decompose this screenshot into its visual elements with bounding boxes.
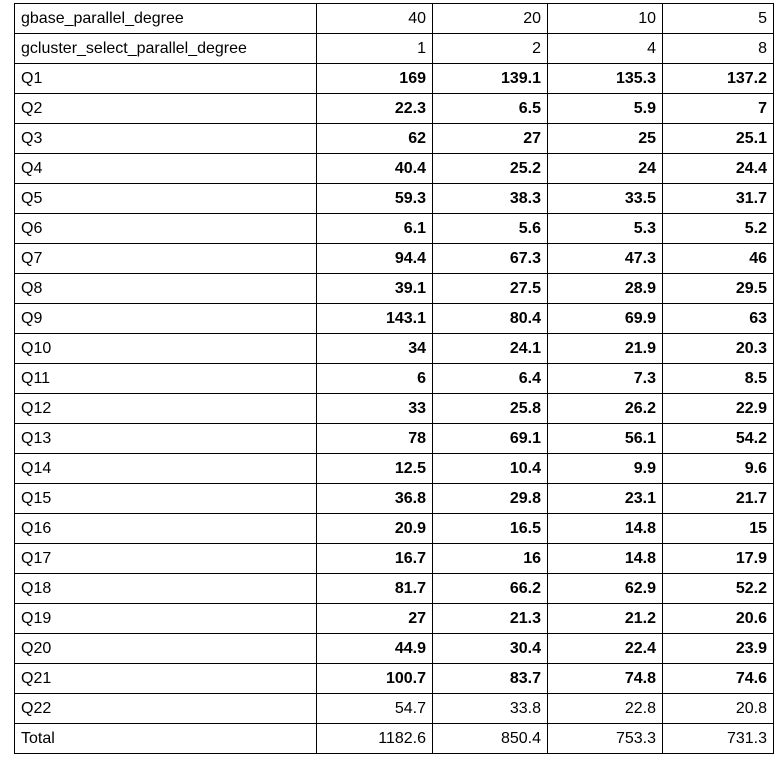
value-cell: 36.8 <box>317 484 433 514</box>
query-row <box>15 364 774 394</box>
value-cell: 20.9 <box>317 514 433 544</box>
value-cell: 850.4 <box>433 724 548 754</box>
value-cell: 28.9 <box>548 274 663 304</box>
results-table <box>14 3 774 754</box>
value-cell: 7.3 <box>548 364 663 394</box>
value-cell: 4 <box>548 34 663 64</box>
value-cell: 16.7 <box>317 544 433 574</box>
value-cell: 20.8 <box>663 694 774 724</box>
value-cell: 9.6 <box>663 454 774 484</box>
parameter-row <box>15 4 774 34</box>
query-row <box>15 154 774 184</box>
row-label: Q22 <box>15 694 317 724</box>
value-cell: 21.7 <box>663 484 774 514</box>
value-cell: 6.5 <box>433 94 548 124</box>
value-cell: 20.6 <box>663 604 774 634</box>
value-cell: 15 <box>663 514 774 544</box>
row-label: gcluster_select_parallel_degree <box>15 34 317 64</box>
query-row <box>15 124 774 154</box>
value-cell: 40.4 <box>317 154 433 184</box>
value-cell: 6.4 <box>433 364 548 394</box>
value-cell: 33 <box>317 394 433 424</box>
query-row <box>15 244 774 274</box>
value-cell: 94.4 <box>317 244 433 274</box>
value-cell: 21.3 <box>433 604 548 634</box>
results-table-body <box>15 4 774 754</box>
value-cell: 52.2 <box>663 574 774 604</box>
row-label: Q18 <box>15 574 317 604</box>
value-cell: 22.4 <box>548 634 663 664</box>
total-row <box>15 724 774 754</box>
value-cell: 69.1 <box>433 424 548 454</box>
query-row <box>15 424 774 454</box>
value-cell: 17.9 <box>663 544 774 574</box>
value-cell: 46 <box>663 244 774 274</box>
query-row <box>15 94 774 124</box>
row-label: Q15 <box>15 484 317 514</box>
value-cell: 74.6 <box>663 664 774 694</box>
query-row <box>15 184 774 214</box>
row-label: Q20 <box>15 634 317 664</box>
value-cell: 47.3 <box>548 244 663 274</box>
value-cell: 21.2 <box>548 604 663 634</box>
value-cell: 33.5 <box>548 184 663 214</box>
query-row <box>15 544 774 574</box>
value-cell: 10.4 <box>433 454 548 484</box>
query-row <box>15 274 774 304</box>
value-cell: 24.1 <box>433 334 548 364</box>
value-cell: 30.4 <box>433 634 548 664</box>
row-label: Q17 <box>15 544 317 574</box>
value-cell: 16.5 <box>433 514 548 544</box>
value-cell: 62.9 <box>548 574 663 604</box>
value-cell: 33.8 <box>433 694 548 724</box>
value-cell: 25 <box>548 124 663 154</box>
query-row <box>15 304 774 334</box>
value-cell: 67.3 <box>433 244 548 274</box>
value-cell: 5.6 <box>433 214 548 244</box>
value-cell: 81.7 <box>317 574 433 604</box>
value-cell: 26.2 <box>548 394 663 424</box>
query-row <box>15 574 774 604</box>
value-cell: 20.3 <box>663 334 774 364</box>
value-cell: 5 <box>663 4 774 34</box>
value-cell: 139.1 <box>433 64 548 94</box>
value-cell: 83.7 <box>433 664 548 694</box>
value-cell: 80.4 <box>433 304 548 334</box>
value-cell: 8.5 <box>663 364 774 394</box>
value-cell: 39.1 <box>317 274 433 304</box>
value-cell: 59.3 <box>317 184 433 214</box>
row-label: Q6 <box>15 214 317 244</box>
query-row <box>15 394 774 424</box>
value-cell: 29.8 <box>433 484 548 514</box>
value-cell: 22.3 <box>317 94 433 124</box>
row-label: Q7 <box>15 244 317 274</box>
value-cell: 54.2 <box>663 424 774 454</box>
query-row <box>15 604 774 634</box>
value-cell: 16 <box>433 544 548 574</box>
value-cell: 56.1 <box>548 424 663 454</box>
value-cell: 27 <box>433 124 548 154</box>
value-cell: 14.8 <box>548 544 663 574</box>
value-cell: 63 <box>663 304 774 334</box>
value-cell: 27 <box>317 604 433 634</box>
value-cell: 23.9 <box>663 634 774 664</box>
row-label: gbase_parallel_degree <box>15 4 317 34</box>
row-label: Total <box>15 724 317 754</box>
row-label: Q19 <box>15 604 317 634</box>
row-label: Q8 <box>15 274 317 304</box>
row-label: Q4 <box>15 154 317 184</box>
query-row <box>15 694 774 724</box>
value-cell: 14.8 <box>548 514 663 544</box>
row-label: Q13 <box>15 424 317 454</box>
value-cell: 22.8 <box>548 694 663 724</box>
row-label: Q10 <box>15 334 317 364</box>
value-cell: 74.8 <box>548 664 663 694</box>
query-row <box>15 514 774 544</box>
value-cell: 2 <box>433 34 548 64</box>
value-cell: 5.9 <box>548 94 663 124</box>
value-cell: 22.9 <box>663 394 774 424</box>
query-row <box>15 334 774 364</box>
value-cell: 40 <box>317 4 433 34</box>
query-row <box>15 634 774 664</box>
row-label: Q21 <box>15 664 317 694</box>
query-row <box>15 484 774 514</box>
value-cell: 8 <box>663 34 774 64</box>
value-cell: 78 <box>317 424 433 454</box>
value-cell: 5.2 <box>663 214 774 244</box>
value-cell: 23.1 <box>548 484 663 514</box>
value-cell: 7 <box>663 94 774 124</box>
value-cell: 25.1 <box>663 124 774 154</box>
parameter-row <box>15 34 774 64</box>
value-cell: 62 <box>317 124 433 154</box>
value-cell: 10 <box>548 4 663 34</box>
row-label: Q11 <box>15 364 317 394</box>
value-cell: 24.4 <box>663 154 774 184</box>
row-label: Q5 <box>15 184 317 214</box>
row-label: Q2 <box>15 94 317 124</box>
value-cell: 29.5 <box>663 274 774 304</box>
value-cell: 135.3 <box>548 64 663 94</box>
value-cell: 137.2 <box>663 64 774 94</box>
value-cell: 27.5 <box>433 274 548 304</box>
value-cell: 1182.6 <box>317 724 433 754</box>
value-cell: 38.3 <box>433 184 548 214</box>
query-row <box>15 664 774 694</box>
row-label: Q12 <box>15 394 317 424</box>
value-cell: 6 <box>317 364 433 394</box>
value-cell: 6.1 <box>317 214 433 244</box>
value-cell: 24 <box>548 154 663 184</box>
value-cell: 12.5 <box>317 454 433 484</box>
value-cell: 20 <box>433 4 548 34</box>
query-row <box>15 64 774 94</box>
query-row <box>15 454 774 484</box>
value-cell: 753.3 <box>548 724 663 754</box>
value-cell: 100.7 <box>317 664 433 694</box>
value-cell: 21.9 <box>548 334 663 364</box>
row-label: Q1 <box>15 64 317 94</box>
value-cell: 69.9 <box>548 304 663 334</box>
row-label: Q16 <box>15 514 317 544</box>
value-cell: 1 <box>317 34 433 64</box>
row-label: Q9 <box>15 304 317 334</box>
value-cell: 25.8 <box>433 394 548 424</box>
value-cell: 143.1 <box>317 304 433 334</box>
value-cell: 5.3 <box>548 214 663 244</box>
value-cell: 31.7 <box>663 184 774 214</box>
value-cell: 169 <box>317 64 433 94</box>
value-cell: 54.7 <box>317 694 433 724</box>
value-cell: 9.9 <box>548 454 663 484</box>
query-row <box>15 214 774 244</box>
row-label: Q14 <box>15 454 317 484</box>
value-cell: 66.2 <box>433 574 548 604</box>
value-cell: 44.9 <box>317 634 433 664</box>
row-label: Q3 <box>15 124 317 154</box>
value-cell: 731.3 <box>663 724 774 754</box>
value-cell: 25.2 <box>433 154 548 184</box>
value-cell: 34 <box>317 334 433 364</box>
